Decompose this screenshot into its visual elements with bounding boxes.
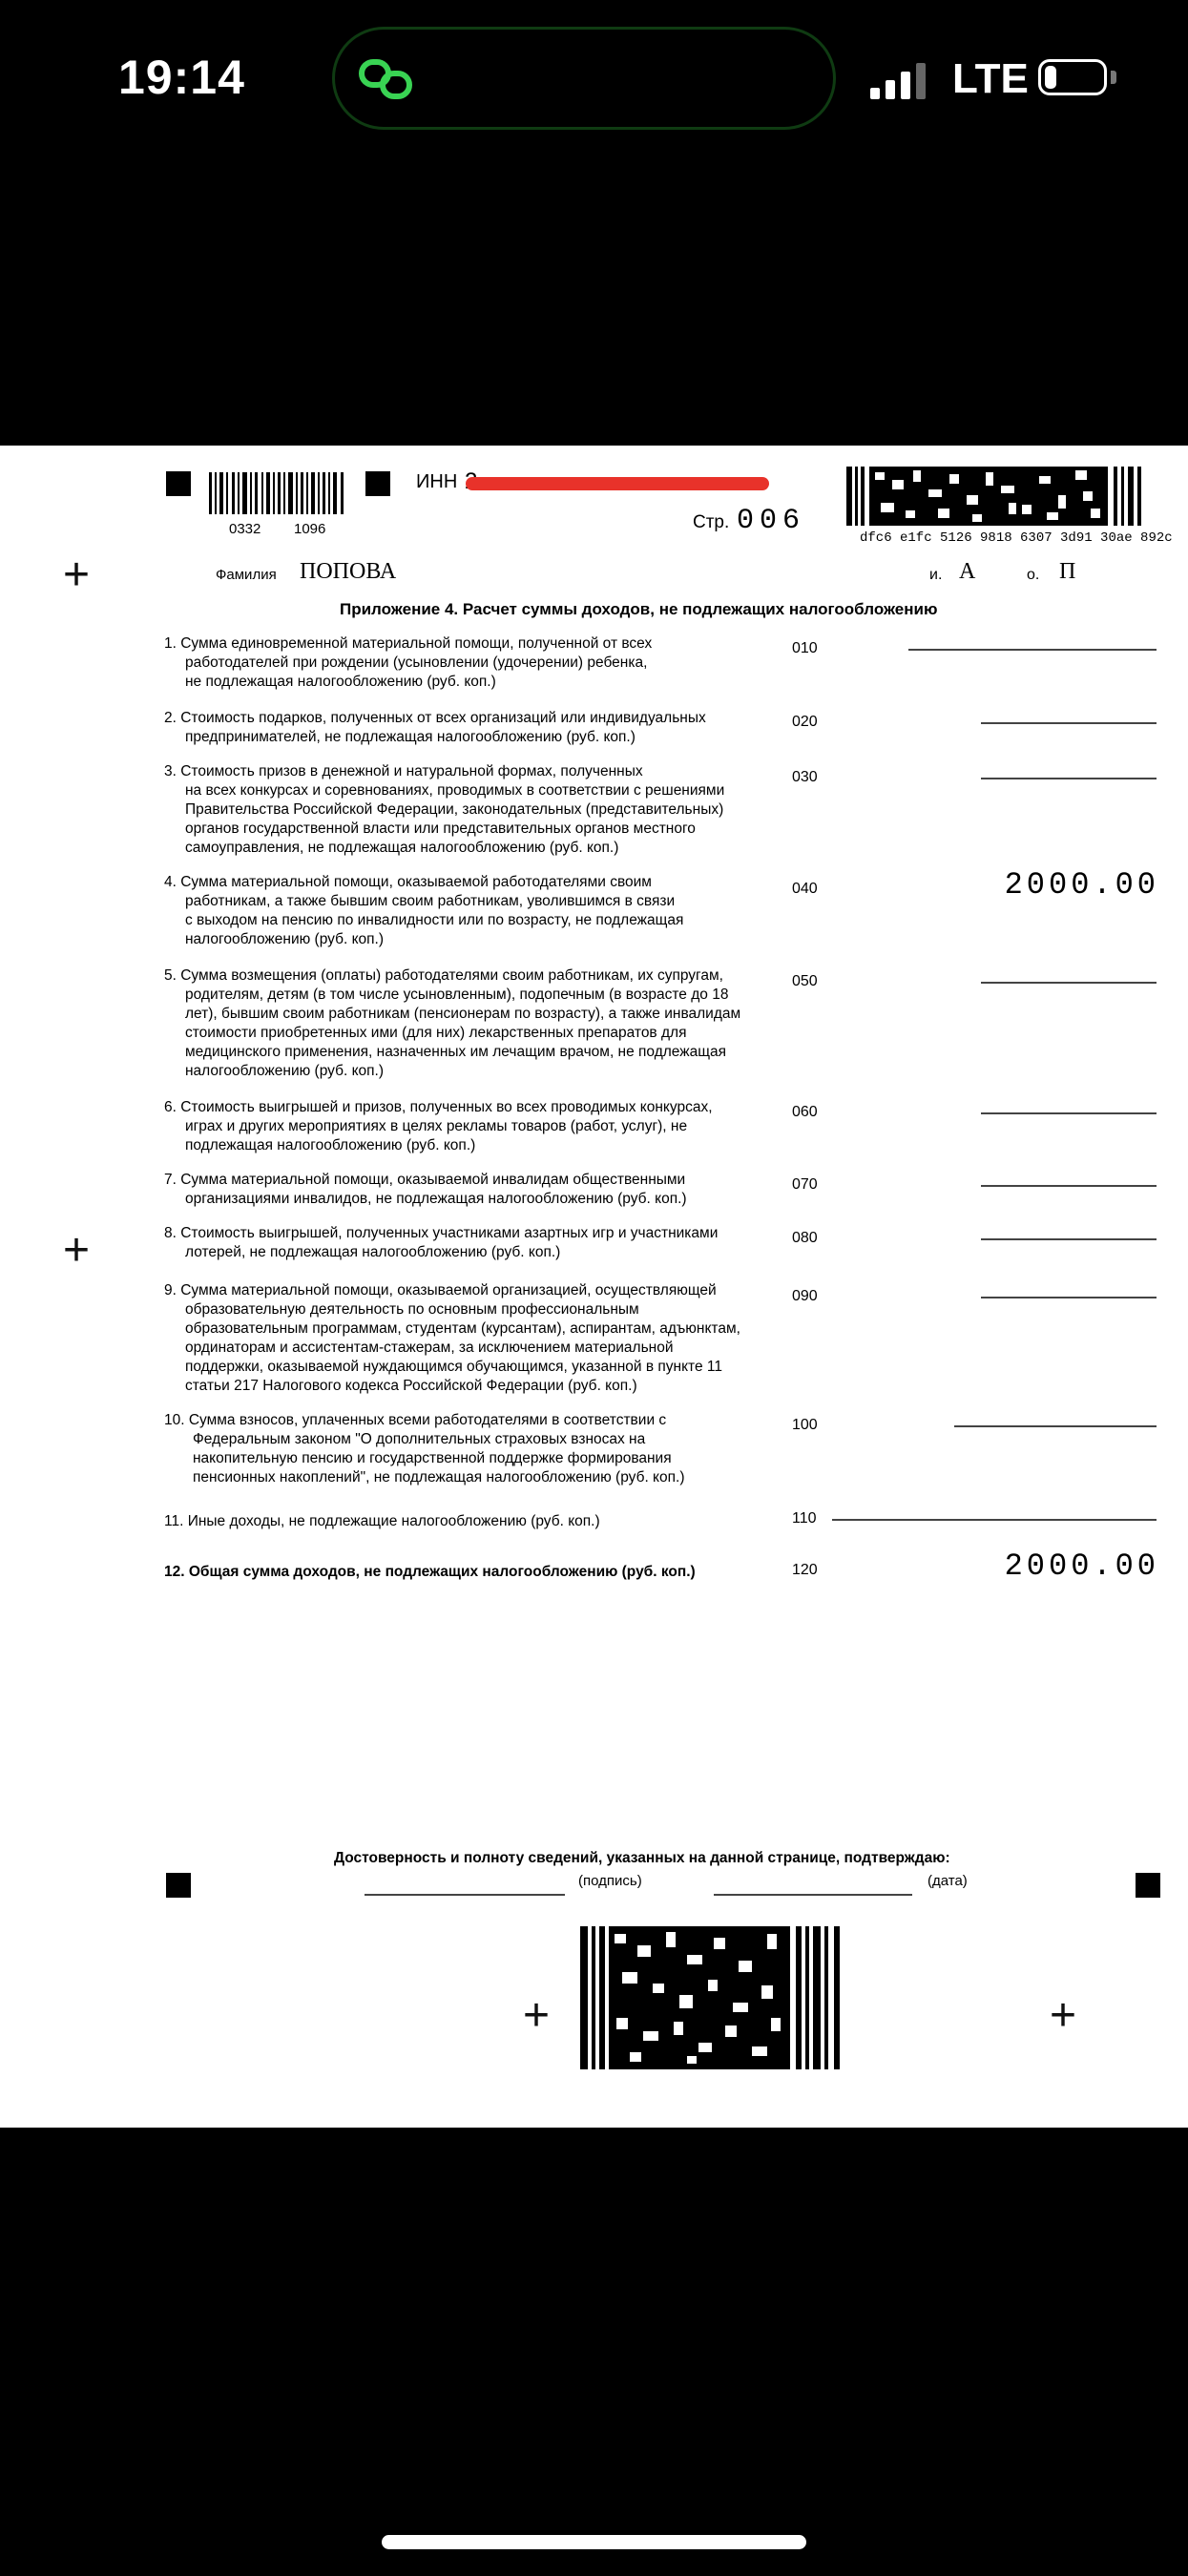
row-code: 060 bbox=[792, 1104, 818, 1120]
row-value-line bbox=[981, 778, 1157, 779]
row-label: 10. Сумма взносов, уплаченных всеми работодателями в соответствии с Федеральным законом "О дополнительных страховых взносах на накопительную пенсию и государственной поддержке формирования пенсионных накоплений", не подлежащая налогообложению (руб. коп.) bbox=[164, 1412, 685, 1485]
battery-nub bbox=[1111, 71, 1116, 84]
confirmation-text: Достоверность и полноту сведений, указанных на данной странице, подтверждаю: bbox=[334, 1850, 950, 1866]
barcode-left-number-1: 0332 bbox=[229, 521, 261, 537]
date-label: (дата) bbox=[927, 1873, 968, 1889]
row-code: 010 bbox=[792, 640, 818, 656]
row-label: 8. Стоимость выигрышей, полученных участниками азартных игр и участниками лотерей, не подлежащая налогообложению (руб. коп.) bbox=[164, 1225, 719, 1260]
row-code: 030 bbox=[792, 769, 818, 785]
home-indicator[interactable] bbox=[382, 2535, 806, 2549]
row-value-line bbox=[954, 1425, 1157, 1427]
cellular-signal-icon bbox=[870, 63, 931, 99]
signature-line bbox=[365, 1894, 565, 1896]
row-label: 9. Сумма материальной помощи, оказываемой организацией, осуществляющей образовательную деятельность по основным профессиональным образовательным программам, студентам (курсантам), аспирантам, адъюнктам, ординаторам и ассистентам-стажерам, за исключением материальной поддержки, оказываемой нуждающимся обучающимся, указанной в пункте 11 статьи 217 Налогового кодекса Российской Федерации (руб. коп.) bbox=[164, 1282, 740, 1394]
row-code: 070 bbox=[792, 1176, 818, 1193]
page-label: Стр. bbox=[693, 512, 730, 532]
row-label: 2. Стоимость подарков, полученных от всех организаций или индивидуальных предпринимателей, не подлежащая налогообложению (руб. коп.) bbox=[164, 710, 706, 745]
surname-label: Фамилия bbox=[216, 567, 277, 583]
status-bar bbox=[0, 0, 1188, 162]
initial-o-value: П bbox=[1059, 559, 1076, 584]
registration-mark: + bbox=[523, 1990, 551, 2041]
battery-icon bbox=[1038, 59, 1107, 95]
registration-mark: + bbox=[63, 1225, 91, 1276]
corner-marker bbox=[166, 1873, 191, 1898]
row-code: 100 bbox=[792, 1417, 818, 1433]
row-label: 12. Общая сумма доходов, не подлежащих налогообложению (руб. коп.) bbox=[164, 1564, 696, 1580]
initial-i-value: А bbox=[959, 559, 976, 584]
row-value: 2000.00 bbox=[1004, 1548, 1159, 1584]
link-app-icon bbox=[358, 54, 415, 104]
row-label: 5. Сумма возмещения (оплаты) работодателями своим работникам, их супругам, родителям, детям (в том числе усыновленным), подопечным (в возрасте до 18 лет), бывшим своим работникам (пенсионерам по возрасту), а также инвалидам стоимости приобретенных ими (для них) лекарственных препаратов для медицинского применения, назначенных им лечащим врачом, не подлежащая налогообложению (руб. коп.) bbox=[164, 967, 741, 1079]
corner-marker bbox=[1136, 1873, 1160, 1898]
registration-mark: + bbox=[63, 550, 91, 600]
row-code: 120 bbox=[792, 1562, 818, 1578]
corner-marker bbox=[365, 471, 390, 496]
row-label: 1. Сумма единовременной материальной помощи, полученной от всех работодателей при рождении (усыновлении (удочерении) ребенка, не подлежащая налогообложению (руб. коп.) bbox=[164, 635, 653, 690]
page-number: 006 bbox=[737, 505, 806, 537]
surname-value: ПОПОВА bbox=[300, 559, 397, 584]
row-code: 050 bbox=[792, 973, 818, 989]
row-value: 2000.00 bbox=[1004, 867, 1159, 903]
initial-i-label: и. bbox=[929, 567, 943, 583]
barcode-right-code: dfc6 e1fc 5126 9818 6307 3d91 30ae 892c bbox=[860, 530, 1173, 546]
row-value-line bbox=[981, 982, 1157, 984]
row-code: 040 bbox=[792, 881, 818, 897]
inn-label: ИНН bbox=[416, 471, 458, 492]
registration-mark: + bbox=[1050, 1990, 1077, 2041]
initial-o-label: о. bbox=[1027, 567, 1040, 583]
date-line bbox=[714, 1894, 912, 1896]
status-time: 19:14 bbox=[118, 51, 245, 104]
network-type: LTE bbox=[952, 55, 1029, 102]
inn-redaction-mark bbox=[466, 477, 769, 490]
dynamic-island[interactable] bbox=[332, 27, 836, 130]
row-value-line bbox=[981, 1112, 1157, 1114]
row-value-line bbox=[981, 722, 1157, 724]
signature-label: (подпись) bbox=[578, 1873, 642, 1889]
row-value-line bbox=[981, 1238, 1157, 1240]
barcode-bottom bbox=[580, 1926, 844, 2069]
row-code: 020 bbox=[792, 714, 818, 730]
barcode-left bbox=[209, 472, 344, 514]
row-label: 6. Стоимость выигрышей и призов, полученных во всех проводимых конкурсах, играх и других мероприятиях в целях рекламы товаров (работ, услуг), не подлежащая налогообложению (руб. коп.) bbox=[164, 1099, 713, 1153]
row-label: 3. Стоимость призов в денежной и натуральной формах, полученных на всех конкурсах и соревнованиях, проводимых в соответствии с решениями Правительства Российской Федерации, законодательных (представительных) органов государственной власти или представительных органов местного самоуправления, не подлежащая налогообложению (руб. коп.) bbox=[164, 763, 725, 856]
row-value-line bbox=[832, 1519, 1157, 1521]
row-code: 110 bbox=[792, 1510, 817, 1527]
corner-marker bbox=[166, 471, 191, 496]
form-title: Приложение 4. Расчет суммы доходов, не подлежащих налогообложению bbox=[340, 600, 938, 618]
row-label: 7. Сумма материальной помощи, оказываемой инвалидам общественными организациями инвалидов, не подлежащая налогообложению (руб. коп.) bbox=[164, 1172, 687, 1207]
row-value-line bbox=[908, 649, 1157, 651]
tax-form-page bbox=[0, 446, 1188, 2128]
row-code: 090 bbox=[792, 1288, 818, 1304]
barcode-left-number-2: 1096 bbox=[294, 521, 326, 537]
row-label: 11. Иные доходы, не подлежащие налогообложению (руб. коп.) bbox=[164, 1513, 600, 1529]
row-code: 080 bbox=[792, 1230, 818, 1246]
barcode-right bbox=[846, 467, 1144, 526]
row-value-line bbox=[981, 1185, 1157, 1187]
row-value-line bbox=[981, 1297, 1157, 1298]
row-label: 4. Сумма материальной помощи, оказываемой работодателями своим работникам, а также бывшим своим работникам, уволившимся в связи с выходом на пенсию по инвалидности или по возрасту, не подлежащая налогообложению (руб. коп.) bbox=[164, 874, 684, 947]
